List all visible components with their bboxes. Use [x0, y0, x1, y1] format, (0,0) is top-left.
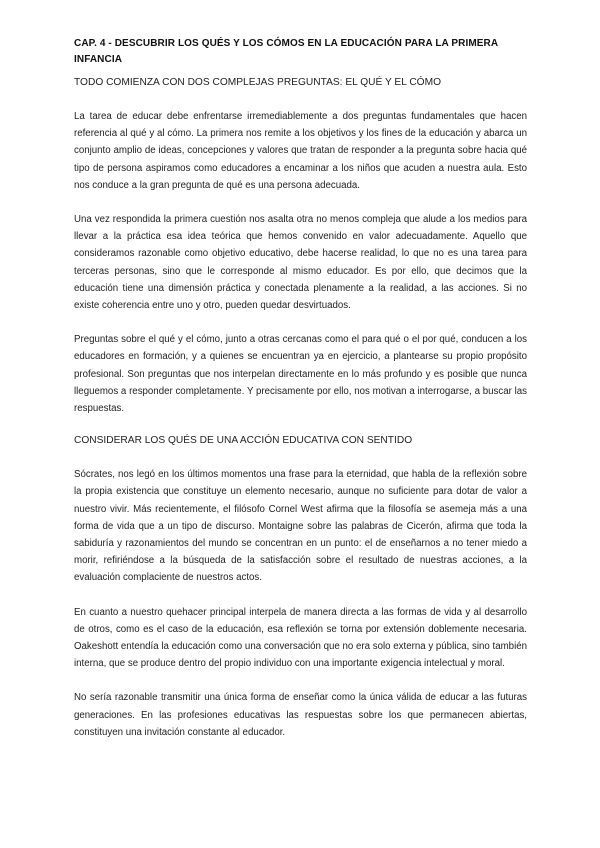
- section-heading-considerar-los-ques: CONSIDERAR LOS QUÉS DE UNA ACCIÓN EDUCATIVA CON SENTIDO: [74, 435, 413, 447]
- chapter-title: CAP. 4 - DESCUBRIR LOS QUÉS Y LOS CÓMOS EN LA EDUCACIÓN PARA LA PRIMERA INFANCIA: [74, 38, 498, 65]
- section-heading-que-y-como: TODO COMIENZA CON DOS COMPLEJAS PREGUNTAS: EL QUÉ Y EL CÓMO: [74, 77, 442, 88]
- document-page: [74, 36, 527, 741]
- paragraph: Preguntas sobre el qué y el cómo, junto a otras cercanas como el para qué o el por qué, conducen a los educadores en formación, y a quienes se encuentran ya en ejercicio, a plantearse su propio propósito profesional. Son preguntas que nos interpelan directamente en lo más profundo y es posible que nunca lleguemos a responder completamente. Y precisamente por ello, nos motivan a interrogarse, a buscar las respuestas.: [74, 334, 527, 415]
- paragraph: No sería razonable transmitir una única forma de enseñar como la única válida de educar a las futuras generaciones. En las profesiones educativas las respuestas sobre los que permanecen abiertas, constituyen una invitación constante al educador.: [74, 692, 527, 738]
- paragraph: Sócrates, nos legó en los últimos momentos una frase para la eternidad, que habla de la reflexión sobre la propia existencia que constituye un elemento necesario, aunque no suficiente para dotar de valor a nuestro vivir. Más recientemente, el filósofo Cornel West afirma que la filosofía se asemeja más a una forma de vida que a un tipo de discurso. Montaigne sobre las palabras de Cicerón, afirma que toda la sabiduría y razonamientos del mundo se concentran en un punto: el de enseñarnos a no tener miedo a morir, refiriéndose a la búsqueda de la satisfacción sobre el resultado de nuestras acciones, a la evaluación complaciente de nuestros actos.: [74, 469, 527, 584]
- paragraph: En cuanto a nuestro quehacer principal interpela de manera directa a las formas de vida y al desarrollo de otros, como es el caso de la educación, esa reflexión se torna por extensión doblemente necesaria. Oakeshott entendía la educación como una conversación que no era solo externa y pública, sino también interna, que se produce dentro del propio individuo con una importante exigencia intelectual y moral.: [74, 606, 527, 670]
- paragraph: La tarea de educar debe enfrentarse irremediablemente a dos preguntas fundamentales que hacen referencia al qué y al cómo. La primera nos remite a los objetivos y los fines de la educación y abarca un conjunto amplio de ideas, concepciones y valores que tratan de responder a la pregunta sobre hacia qué tipo de persona aspiramos como educadores a encaminar a los niños que acuden a nuestra aula. Esto nos conduce a la gran pregunta de qué es una persona adecuada.: [74, 111, 527, 191]
- paragraph: Una vez respondida la primera cuestión nos asalta otra no menos compleja que alude a los medios para llevar a la práctica esa idea teórica que hemos convenido en valor adecuadamente. Aquello que consideramos razonable como objetivo educativo, debe hacerse realidad, lo que no es una tarea para terceras personas, sino que le corresponde al mismo educador. Es por ello, que decimos que la educación tiene una dimensión práctica y conectada plenamente a la realidad, a las acciones. Si no existe coherencia entre uno y otro, pueden quedar desvirtuados.: [74, 214, 527, 312]
